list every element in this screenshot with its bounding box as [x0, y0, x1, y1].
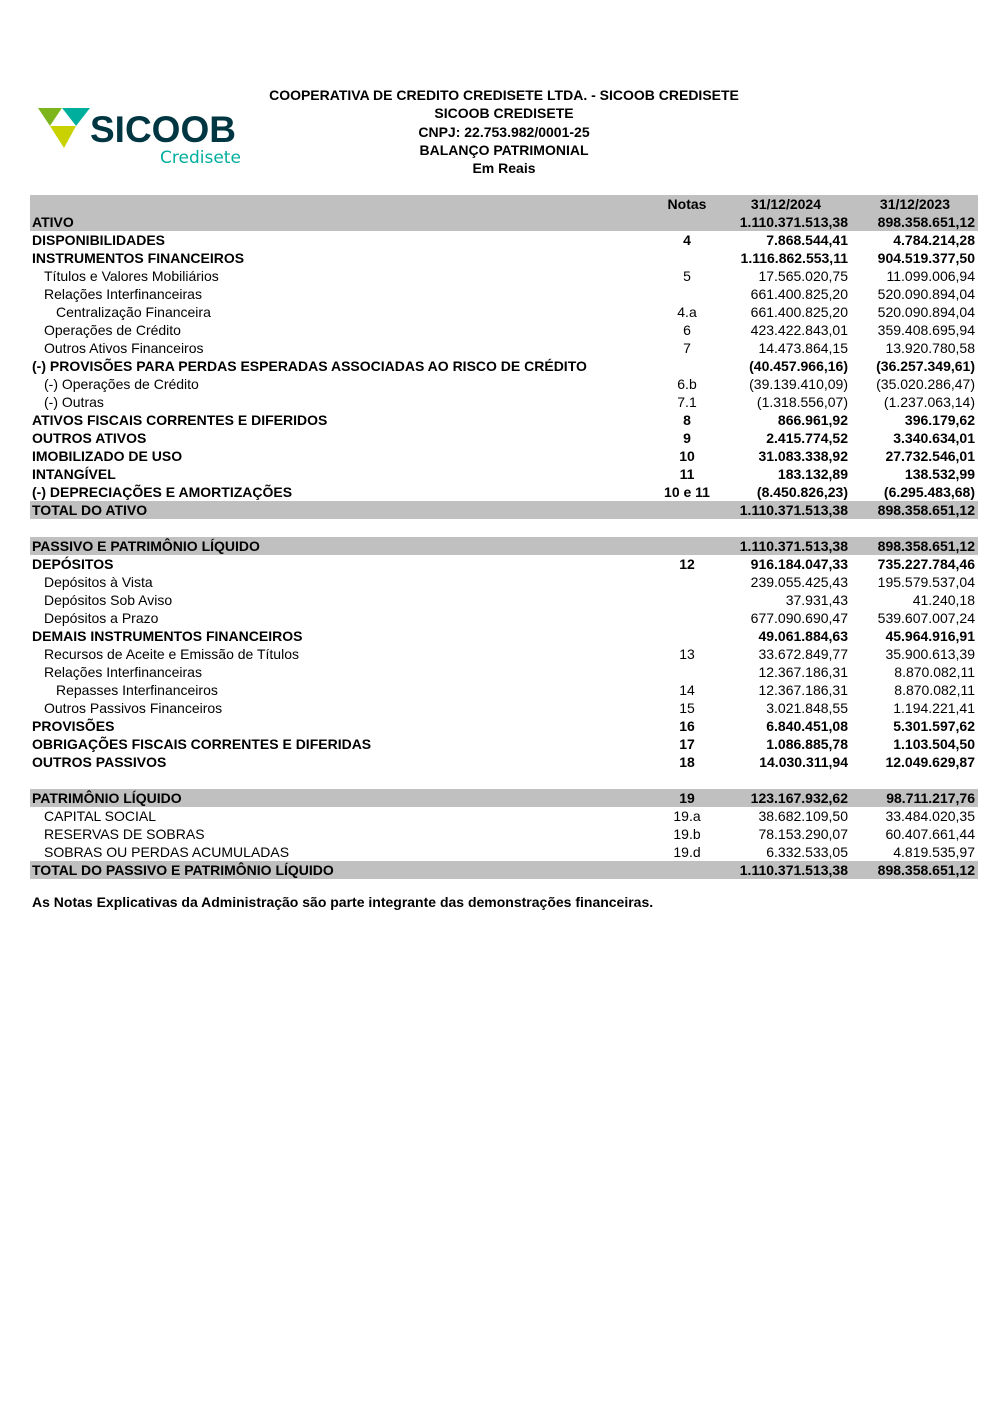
row-value-2024: 661.400.825,20 [750, 304, 848, 320]
row-note: 8 [683, 412, 691, 428]
row-label: SOBRAS OU PERDAS ACUMULADAS [44, 844, 290, 860]
row-note: 11 [679, 466, 695, 482]
table-row [30, 465, 978, 483]
table-row [30, 303, 978, 321]
table-row [30, 735, 978, 753]
column-header-2024: 31/12/2024 [750, 196, 821, 212]
row-note: 4.a [677, 304, 697, 320]
table-row [30, 645, 978, 663]
table-row [30, 357, 978, 375]
table-row [30, 447, 978, 465]
table-row [30, 789, 978, 807]
row-label: OUTROS ATIVOS [32, 430, 147, 446]
row-note: 6 [683, 322, 691, 338]
table-row [30, 555, 978, 573]
row-note: 10 e 11 [664, 484, 710, 500]
row-note: 19.a [673, 808, 701, 824]
row-value-2024: 17.565.020,75 [758, 268, 848, 284]
table-row [30, 213, 978, 231]
balance-sheet-table [30, 195, 978, 879]
row-value-2023: 4.784.214,28 [893, 232, 975, 248]
table-row [30, 483, 978, 501]
cnpj: CNPJ: 22.753.982/0001-25 [418, 123, 590, 140]
row-value-2023: 8.870.082,11 [894, 682, 975, 698]
row-note: 5 [683, 268, 691, 284]
row-value-2024: 1.086.885,78 [766, 736, 848, 752]
row-value-2024: 37.931,43 [785, 592, 848, 608]
row-value-2023: 27.732.546,01 [885, 448, 975, 464]
row-note: 14 [679, 682, 695, 698]
row-value-2023: (36.257.349,61) [876, 358, 975, 374]
row-value-2023: 898.358.651,12 [877, 502, 975, 518]
row-note: 9 [683, 430, 691, 446]
row-label: Recursos de Aceite e Emissão de Títulos [44, 646, 299, 662]
currency-unit: Em Reais [472, 160, 536, 177]
row-label: Repasses Interfinanceiros [56, 682, 218, 698]
table-row [30, 375, 978, 393]
row-value-2024: 12.367.186,31 [758, 664, 848, 680]
row-label: (-) DEPRECIAÇÕES E AMORTIZAÇÕES [32, 484, 293, 500]
row-label: Depósitos Sob Aviso [44, 592, 173, 608]
row-value-2023: 904.519.377,50 [877, 250, 975, 266]
row-value-2024: 661.400.825,20 [750, 286, 848, 302]
table-row [30, 393, 978, 411]
row-value-2024: 677.090.690,47 [750, 610, 848, 626]
row-value-2023: 5.301.597,62 [893, 718, 975, 734]
table-row [30, 231, 978, 249]
row-value-2024: 12.367.186,31 [758, 682, 848, 698]
row-value-2023: 4.819.535,97 [893, 844, 975, 860]
row-value-2023: 520.090.894,04 [877, 286, 975, 302]
row-note: 6.b [677, 376, 697, 392]
row-label: (-) Outras [44, 394, 104, 410]
row-value-2023: (1.237.063,14) [883, 394, 975, 410]
sicoob-credisete-logo [36, 104, 251, 168]
row-label: PASSIVO E PATRIMÔNIO LÍQUIDO [32, 538, 260, 554]
row-value-2024: 1.110.371.513,38 [739, 502, 848, 518]
table-row [30, 411, 978, 429]
row-note: 16 [679, 718, 695, 734]
row-label: ATIVOS FISCAIS CORRENTES E DIFERIDOS [32, 412, 328, 428]
row-value-2023: (6.295.483,68) [883, 484, 975, 500]
footer-note: As Notas Explicativas da Administração são parte integrante das demonstrações financeiras. [32, 894, 654, 910]
svg-text:SICOOB: SICOOB [90, 109, 236, 150]
row-value-2023: 60.407.661,44 [885, 826, 975, 842]
row-value-2023: 1.103.504,50 [893, 736, 975, 752]
row-label: Depósitos a Prazo [44, 610, 159, 626]
row-note: 7.1 [677, 394, 697, 410]
row-label: Títulos e Valores Mobiliários [44, 268, 219, 284]
row-value-2023: 898.358.651,12 [877, 862, 975, 878]
row-label: (-) Operações de Crédito [44, 376, 199, 392]
row-value-2024: 1.116.862.553,11 [740, 250, 848, 266]
report-title: BALANÇO PATRIMONIAL [419, 141, 589, 158]
row-label: DEPÓSITOS [32, 556, 114, 572]
row-label: OBRIGAÇÕES FISCAIS CORRENTES E DIFERIDAS [32, 736, 372, 752]
row-value-2024: 2.415.774,52 [766, 430, 848, 446]
row-value-2023: 11.099.006,94 [886, 268, 975, 284]
row-value-2024: 866.961,92 [777, 412, 848, 428]
row-value-2023: 735.227.784,46 [877, 556, 975, 572]
table-row [30, 681, 978, 699]
row-label: PROVISÕES [32, 718, 115, 734]
row-label: INSTRUMENTOS FINANCEIROS [32, 250, 245, 266]
row-label: DEMAIS INSTRUMENTOS FINANCEIROS [32, 628, 303, 644]
row-label: OUTROS PASSIVOS [32, 754, 167, 770]
row-label: Outros Ativos Financeiros [44, 340, 204, 356]
row-note: 19.d [673, 844, 701, 860]
row-value-2024: (8.450.826,23) [756, 484, 848, 500]
row-label: Relações Interfinanceiras [44, 664, 202, 680]
row-value-2024: 239.055.425,43 [750, 574, 848, 590]
row-value-2023: 138.532,99 [904, 466, 975, 482]
row-label: Depósitos à Vista [44, 574, 153, 590]
row-value-2024: 33.672.849,77 [758, 646, 848, 662]
row-note: 13 [679, 646, 695, 662]
row-value-2023: 41.240,18 [912, 592, 975, 608]
row-value-2023: 35.900.613,39 [885, 646, 975, 662]
row-value-2024: 183.132,89 [777, 466, 848, 482]
table-row [30, 627, 978, 645]
report-header [254, 86, 754, 177]
row-value-2023: 33.484.020,35 [885, 808, 975, 824]
row-value-2024: 14.030.311,94 [759, 754, 848, 770]
row-value-2023: 3.340.634,01 [893, 430, 975, 446]
row-label: Outros Passivos Financeiros [44, 700, 223, 716]
row-value-2024: (39.139.410,09) [749, 376, 848, 392]
row-value-2023: 1.194.221,41 [893, 700, 975, 716]
table-row [30, 717, 978, 735]
row-value-2023: 359.408.695,94 [877, 322, 975, 338]
row-note: 15 [679, 700, 695, 716]
row-value-2023: 98.711.217,76 [886, 790, 975, 806]
row-value-2024: 31.083.338,92 [758, 448, 848, 464]
row-value-2024: 1.110.371.513,38 [739, 214, 848, 230]
row-label: (-) PROVISÕES PARA PERDAS ESPERADAS ASSOCIADAS AO RISCO DE CRÉDITO [32, 358, 587, 374]
row-value-2023: 520.090.894,04 [877, 304, 975, 320]
table-row [30, 321, 978, 339]
table-row [30, 429, 978, 447]
table-row [30, 537, 978, 555]
row-label: Centralização Financeira [56, 304, 211, 320]
row-value-2024: 78.153.290,07 [758, 826, 848, 842]
row-value-2024: (1.318.556,07) [756, 394, 848, 410]
row-note: 12 [679, 556, 695, 572]
row-label: Relações Interfinanceiras [44, 286, 202, 302]
table-row [30, 249, 978, 267]
row-note: 18 [679, 754, 695, 770]
row-note: 19.b [673, 826, 701, 842]
table-row [30, 825, 978, 843]
row-note: 4 [683, 232, 691, 248]
row-label: DISPONIBILIDADES [32, 232, 166, 248]
spacer-row [30, 771, 978, 789]
row-value-2024: 1.110.371.513,38 [739, 538, 848, 554]
table-row [30, 861, 978, 879]
row-value-2024: 14.473.864,15 [758, 340, 848, 356]
row-label: INTANGÍVEL [32, 466, 116, 482]
row-value-2024: 6.332.533,05 [766, 844, 848, 860]
row-note: 7 [683, 340, 691, 356]
row-value-2023: 898.358.651,12 [877, 214, 975, 230]
row-value-2024: 123.167.932,62 [750, 790, 848, 806]
table-row [30, 699, 978, 717]
row-value-2023: 8.870.082,11 [894, 664, 975, 680]
row-value-2024: 49.061.884,63 [758, 628, 848, 644]
table-row [30, 573, 978, 591]
row-value-2024: 38.682.109,50 [758, 808, 848, 824]
table-row [30, 807, 978, 825]
row-value-2024: 1.110.371.513,38 [739, 862, 848, 878]
row-value-2024: 423.422.843,01 [750, 322, 848, 338]
row-label: RESERVAS DE SOBRAS [44, 826, 205, 842]
row-value-2023: 45.964.916,91 [885, 628, 975, 644]
row-value-2023: 898.358.651,12 [877, 538, 975, 554]
table-row [30, 267, 978, 285]
row-value-2023: 13.920.780,58 [885, 340, 975, 356]
column-header-notes: Notas [667, 196, 707, 212]
row-note: 10 [679, 448, 695, 464]
table-row [30, 591, 978, 609]
row-value-2024: 916.184.047,33 [750, 556, 848, 572]
table-row [30, 501, 978, 519]
table-row [30, 285, 978, 303]
table-row [30, 663, 978, 681]
spacer-row [30, 519, 978, 537]
table-header-row [30, 195, 978, 213]
row-label: ATIVO [32, 214, 74, 230]
row-value-2024: 6.840.451,08 [766, 718, 848, 734]
table-row [30, 609, 978, 627]
table-row [30, 753, 978, 771]
row-value-2023: 12.049.629,87 [885, 754, 975, 770]
column-header-2023: 31/12/2023 [879, 196, 950, 212]
row-value-2023: 396.179,62 [904, 412, 975, 428]
company-name: COOPERATIVA DE CREDITO CREDISETE LTDA. - SICOOB CREDISETE [269, 87, 739, 103]
row-label: Operações de Crédito [44, 322, 181, 338]
row-value-2023: 195.579.537,04 [877, 574, 975, 590]
svg-text:Credisete: Credisete [160, 148, 241, 168]
table-row [30, 339, 978, 357]
row-label: TOTAL DO ATIVO [32, 502, 148, 518]
row-label: IMOBILIZADO DE USO [32, 448, 183, 464]
row-label: CAPITAL SOCIAL [44, 808, 157, 824]
row-note: 17 [679, 736, 695, 752]
row-value-2023: 539.607.007,24 [877, 610, 975, 626]
trade-name: SICOOB CREDISETE [434, 105, 574, 122]
table-row [30, 843, 978, 861]
row-note: 19 [679, 790, 695, 806]
row-value-2024: 3.021.848,55 [766, 700, 848, 716]
row-value-2024: 7.868.544,41 [766, 232, 848, 248]
row-value-2024: (40.457.966,16) [749, 358, 848, 374]
row-label: PATRIMÔNIO LÍQUIDO [32, 790, 182, 806]
row-value-2023: (35.020.286,47) [876, 376, 975, 392]
row-label: TOTAL DO PASSIVO E PATRIMÔNIO LÍQUIDO [32, 862, 334, 878]
